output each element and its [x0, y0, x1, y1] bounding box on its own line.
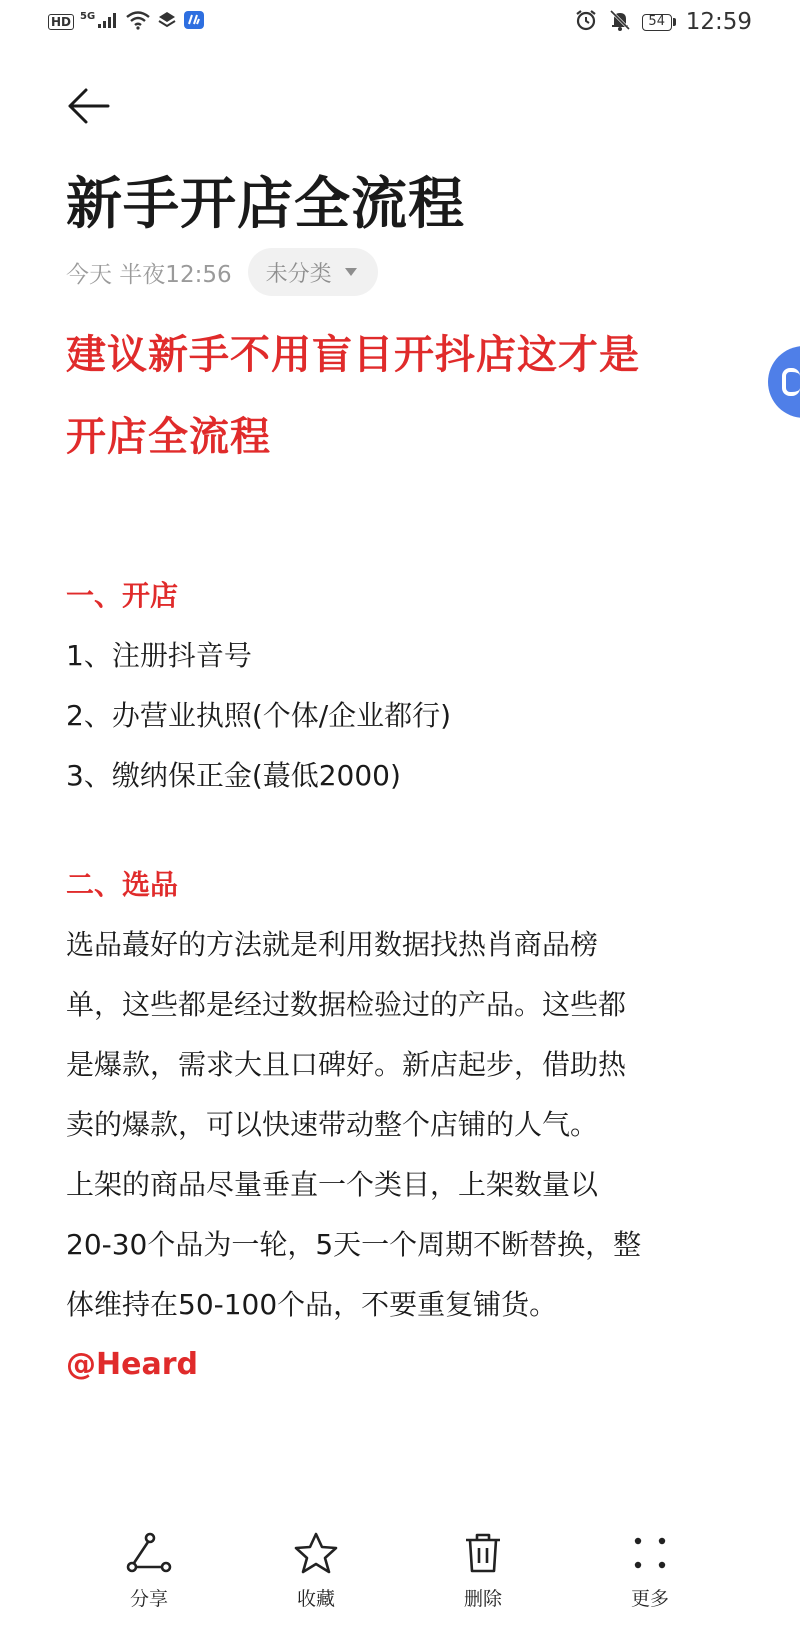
mute-bell-icon: [608, 8, 632, 36]
section-2-line: 体维持在50-100个品，不要重复铺货。: [66, 1288, 558, 1321]
star-icon: [293, 1528, 339, 1578]
section-2-title: 二、选品: [66, 868, 179, 901]
note-title[interactable]: 新手开店全流程: [66, 172, 465, 237]
app-notification-icon: [183, 10, 205, 34]
favorite-label: 收藏: [296, 1588, 335, 1610]
more-button[interactable]: [595, 1528, 705, 1611]
trash-icon: [462, 1528, 504, 1578]
section-2-line: 卖的爆款，可以快速带动整个店铺的人气。: [66, 1108, 599, 1141]
spacer: [66, 806, 746, 855]
category-selector[interactable]: [248, 248, 378, 296]
more-dots-icon: [630, 1528, 670, 1578]
section-1-title: 一、开店: [66, 579, 179, 612]
status-bar-left: [48, 10, 205, 34]
battery-level: 54: [642, 14, 672, 31]
share-button[interactable]: [94, 1528, 204, 1611]
favorite-button[interactable]: [261, 1528, 371, 1611]
section-2-line: 20-30个品为一轮，5天一个周期不断替换，整: [66, 1228, 642, 1261]
floating-tab-icon: [782, 368, 800, 396]
battery-indicator: [642, 14, 676, 31]
headline-line-1: 建议新手不用盲目开抖店这才是: [66, 332, 640, 378]
delete-button[interactable]: [428, 1528, 538, 1611]
section-1-item: 1、注册抖音号: [66, 639, 252, 672]
section-2-line: 是爆款，需求大且口碑好。新店起步，借助热: [66, 1048, 627, 1081]
section-2-line: 上架的商品尽量垂直一个类目，上架数量以: [66, 1168, 599, 1201]
headline-line-2: 开店全流程: [66, 414, 271, 460]
signal-icon: [97, 11, 119, 33]
section-1-item: 3、缴纳保正金(蕞低2000): [66, 759, 401, 792]
back-button[interactable]: [64, 82, 112, 130]
section-1-item: 2、办营业执照(个体/企业都行): [66, 699, 452, 732]
delete-label: 删除: [463, 1588, 502, 1610]
note-meta: [66, 248, 378, 296]
spacer: [66, 478, 746, 566]
share-icon: [126, 1528, 172, 1578]
status-bar-right: [574, 8, 752, 36]
category-label: 未分类: [265, 261, 332, 287]
note-body[interactable]: [66, 314, 746, 1395]
signature: @Heard: [66, 1347, 198, 1382]
network-type: 5G: [80, 10, 96, 22]
alarm-icon: [574, 8, 598, 36]
note-date: 今天 半夜12:56: [66, 261, 232, 288]
bottom-action-bar: [0, 1528, 800, 1633]
dropdown-triangle-icon: [344, 267, 358, 277]
layers-icon: [157, 10, 177, 34]
status-bar: [0, 0, 800, 50]
hd-badge: HD: [48, 14, 74, 30]
wifi-icon: [125, 10, 151, 34]
section-2-line: 单，这些都是经过数据检验过的产品。这些都: [66, 988, 627, 1021]
more-label: 更多: [630, 1588, 669, 1610]
section-2-line: 选品蕞好的方法就是利用数据找热肖商品榜: [66, 928, 599, 961]
clock: 12:59: [685, 9, 752, 35]
floating-side-tab[interactable]: [768, 346, 800, 418]
back-arrow-icon: [66, 86, 110, 126]
share-label: 分享: [129, 1588, 168, 1610]
battery-tip: [673, 18, 676, 26]
